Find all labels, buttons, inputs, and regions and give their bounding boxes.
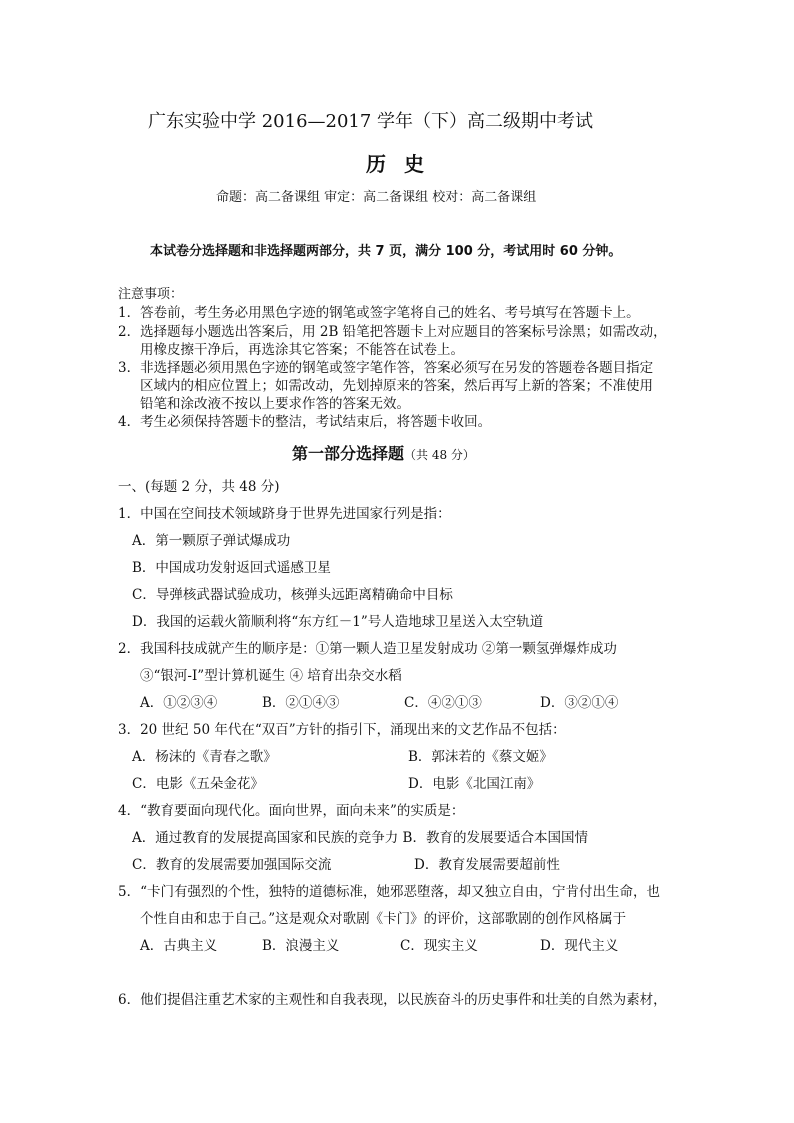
exam-intro: 本试卷分选择题和非选择题两部分，共 7 页，满分 100 分，考试用时 60 分钟。: [150, 244, 622, 259]
q3-option-a: A．杨沫的《青春之歌》: [132, 749, 277, 765]
q1-option-d: D．我国的运载火箭顺利将“东方红－1”号人造地球卫星送入太空轨道: [132, 614, 544, 630]
q5-stem: 5．“卡门有强烈的个性，独特的道德标准，她邪恶堕落，却又独立自由，宁肯付出生命，也: [118, 884, 660, 900]
q6-stem: 6．他们提倡注重艺术家的主观性和自我表现，以民族奋斗的历史事件和壮美的自然为素材，: [118, 992, 667, 1008]
notice-heading: 注意事项：: [118, 287, 184, 302]
q1-stem: 1．中国在空间技术领域跻身于世界先进国家行列是指：: [118, 506, 451, 522]
part1-title: [292, 441, 475, 464]
notice-item-2: 2．选择题每小题选出答案后，用 2B 铅笔把答题卡上对应题目的答案标号涂黑；如需改动，: [118, 324, 667, 340]
q5-option-d: D．现代主义: [540, 938, 619, 954]
q1-option-b: B．中国成功发射返回式遥感卫星: [132, 560, 331, 576]
q4-option-ab: A．通过教育的发展提高国家和民族的竞争力 B．教育的发展要适合本国国情: [132, 830, 588, 846]
q5-stem-cont: 个性自由和忠于自己。”这是观众对歌剧《卡门》的评价，这部歌剧的创作风格属于: [140, 911, 627, 927]
notice-item-3: 3．非选择题必须用黑色字迹的钢笔或签字笔作答，答案必须写在另发的答题卷各题目指定: [118, 360, 654, 376]
q2-stem-cont: ③“银河-Ⅰ”型计算机诞生 ④ 培育出杂交水稻: [140, 668, 402, 684]
notice-item-3-cont: 区域内的相应位置上；如需改动，先划掉原来的答案，然后再写上新的答案；不准使用: [140, 378, 653, 394]
notice-item-2-cont: 用橡皮擦干净后，再选涂其它答案；不能答在试卷上。: [140, 342, 464, 358]
q2-option-d: D．③②①④: [540, 695, 619, 711]
subject-title: 历史: [366, 152, 442, 176]
q1-option-a: A．第一颗原子弹试爆成功: [132, 533, 291, 549]
q5-option-b: B．浪漫主义: [262, 938, 340, 954]
q5-option-a: A．古典主义: [140, 938, 218, 954]
q2-option-c: C．④②①③: [404, 695, 482, 711]
notice-item-3-cont2: 铅笔和涂改液不按以上要求作答的答案无效。: [140, 396, 410, 412]
q3-option-d: D．电影《北国江南》: [408, 776, 541, 792]
exam-title: 广东实验中学 2016—2017 学年（下）高二级期中考试: [148, 111, 594, 132]
part1-points: （共 48 分）: [404, 448, 475, 462]
q5-option-c: C．现实主义: [400, 938, 478, 954]
q4-option-d: D．教育发展需要超前性: [414, 857, 560, 873]
q2-option-b: B．②①④③: [262, 695, 340, 711]
q1-option-c: C．导弹核武器试验成功，核弹头远距离精确命中目标: [132, 587, 453, 603]
q4-stem: 4．“教育要面向现代化。面向世界，面向未来”的实质是：: [118, 803, 465, 819]
q3-option-b: B．郭沫若的《蔡文姬》: [408, 749, 553, 765]
part1-title-text: 第一部分选择题: [292, 444, 405, 463]
q3-stem: 3．20 世纪 50 年代在“双百”方针的指引下，涌现出来的文艺作品不包括：: [118, 722, 566, 738]
q2-option-a: A．①②③④: [140, 695, 218, 711]
q4-option-c: C．教育的发展需要加强国际交流: [132, 857, 332, 873]
credits-line: 命题：高二备课组 审定：高二备课组 校对：高二备课组: [216, 190, 537, 205]
notice-item-4: 4．考生必须保持答题卡的整洁，考试结束后，将答题卡收回。: [118, 414, 492, 430]
notice-item-1: 1．答卷前，考生务必用黑色字迹的钢笔或签字笔将自己的姓名、考号填写在答题卡上。: [118, 305, 640, 321]
section-heading: 一、(每题 2 分，共 48 分): [118, 479, 280, 495]
q2-stem: 2．我国科技成就产生的顺序是：①第一颗人造卫星发射成功 ②第一颗氢弹爆炸成功: [118, 641, 617, 657]
q3-option-c: C．电影《五朵金花》: [132, 776, 264, 792]
